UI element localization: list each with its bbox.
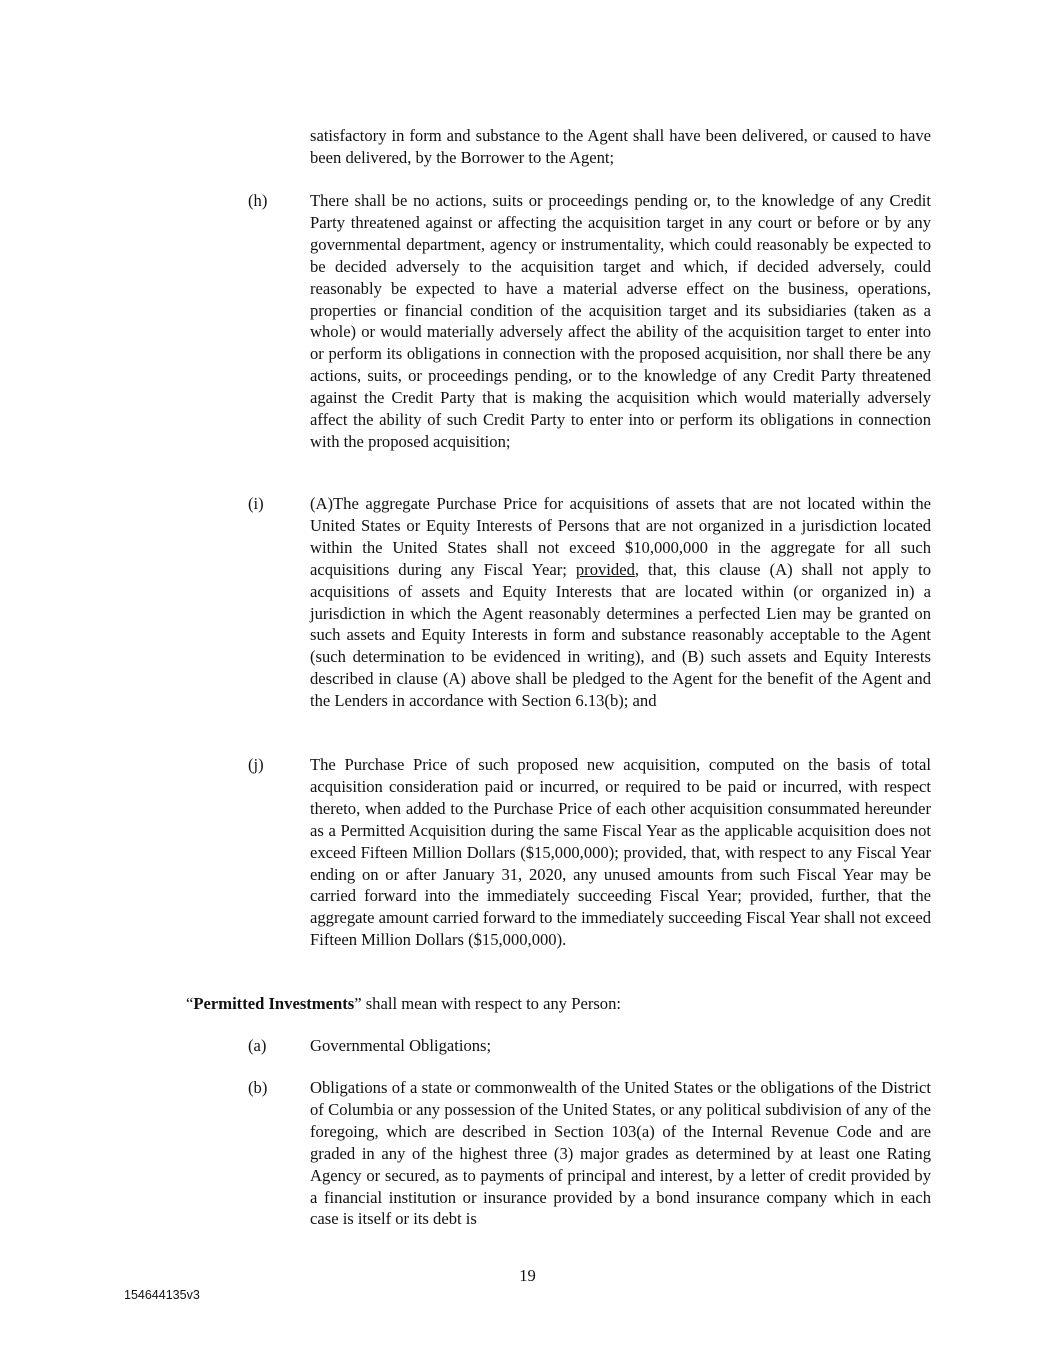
- clause-i-text-after: , that, this clause (A) shall not apply to acquisitions of assets and Equity Interests that are located within (or organized in) a jurisdiction in which the Agent reasonably determines a perfected Lien may be granted on such assets and Equity Interests in form and substance reasonably acceptable to the Agent (such determination to be evidenced in writing), and (B) such assets and Equity Interests described in clause (A) above shall be pledged to the Agent for the benefit of the Agent and the Lenders in accordance with Section 6.13(b); and: [310, 559, 932, 711]
- clause-label-i: (i): [248, 494, 264, 513]
- provided-underlined: provided: [575, 559, 635, 579]
- investment-a-text: Governmental Obligations;: [310, 1036, 492, 1055]
- clause-label-h: (h): [248, 191, 268, 210]
- investment-label-a: (a): [248, 1036, 267, 1055]
- definition-rest: ” shall mean with respect to any Person:: [354, 994, 622, 1013]
- clause-j-text: The Purchase Price of such proposed new acquisition, computed on the basis of total acquisition consideration paid or incurred, or required to be paid or incurred, with respect thereto, when added to the Purchase Price of each other acquisition consummated hereunder as a Permitted Acquisition during the same Fiscal Year as the applicable acquisition does not exceed Fifteen Million Dollars ($15,000,000); provided, that, with respect to any Fiscal Year ending on or after January 31, 2020, any unused amounts from such Fiscal Year may be carried forward into the immediately succeeding Fiscal Year; provided, further, that the aggregate amount carried forward to the immediately succeeding Fiscal Year shall not exceed Fifteen Million Dollars ($15,000,000).: [310, 755, 931, 950]
- definition-term: Permitted Investments: [193, 994, 355, 1013]
- definition-open-quote: “: [186, 994, 194, 1013]
- clause-i-text: [310, 493, 931, 712]
- investment-label-b: (b): [248, 1078, 268, 1097]
- paragraph-g-continuation: satisfactory in form and substance to the Agent shall have been delivered, or caused to have been delivered, by the Borrower to the Agent;: [310, 126, 931, 167]
- definition-permitted-investments: [186, 993, 621, 1015]
- clause-h-text: There shall be no actions, suits or proceedings pending or, to the knowledge of any Credit Party threatened against or affecting the acquisition target in any court or before or by any governmental department, agency or instrumentality, which could reasonably be expected to be decided adversely to the acquisition target and which, if decided adversely, could reasonably be expected to have a material adverse effect on the business, operations, properties or financial condition of the acquisition target and its subsidiaries (taken as a whole) or would materially adversely affect the ability of the acquisition target to enter into or perform its obligations in connection with the proposed acquisition, nor shall there be any actions, suits, or proceedings pending, or to the knowledge of any Credit Party threatened against the Credit Party that is making the acquisition which would materially adversely affect the ability of such Credit Party to enter into or perform its obligations in connection with the proposed acquisition;: [310, 191, 931, 451]
- clause-i-text-before: (A)The aggregate Purchase Price for acquisitions of assets that are not located within the United States or Equity Interests of Persons that are not organized in a jurisdiction located within the United States shall not exceed $10,000,000 in the aggregate for all such acquisitions during any Fiscal Year;: [310, 494, 931, 579]
- page-number: 19: [519, 1266, 536, 1285]
- document-id: 154644135v3: [124, 1288, 200, 1302]
- investment-b-text: Obligations of a state or commonwealth of the United States or the obligations of the District of Columbia or any possession of the United States, or any political subdivision of any of the foregoing, which are described in Section 103(a) of the Internal Revenue Code and are graded in any of the highest three (3) major grades as determined by at least one Rating Agency or secured, as to payments of principal and interest, by a letter of credit provided by a financial institution or insurance provided by a bond insurance company which in each case is itself or its debt is: [310, 1078, 931, 1229]
- clause-label-j: (j): [248, 755, 264, 774]
